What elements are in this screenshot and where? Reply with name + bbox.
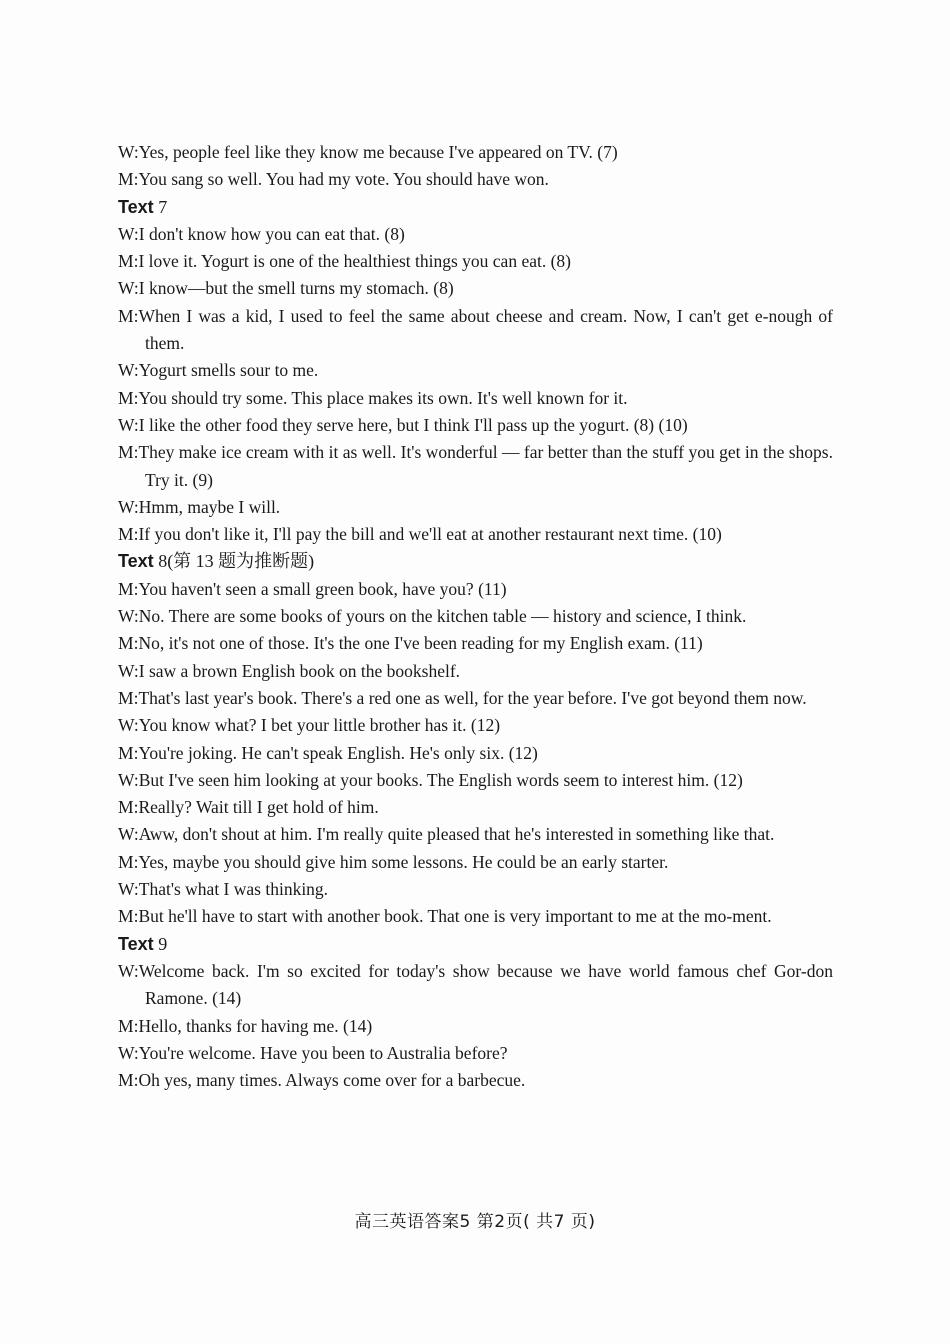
speaker-label: M xyxy=(118,524,134,545)
dialog-line xyxy=(118,248,833,275)
dialog-text: No. There are some books of yours on the kitchen table — history and science, I think. xyxy=(138,606,747,627)
dialog-text: Hmm, maybe I will. xyxy=(138,496,281,517)
dialog-text: You should try some. This place makes its own. It's well known for it. xyxy=(138,387,628,408)
speaker-label: M xyxy=(118,1070,134,1091)
dialog-text: They make ice cream with it as well. It's wonderful — far better than the stuff you get in the shops. Try it. (9) xyxy=(138,442,833,490)
speaker-label: M xyxy=(118,742,134,763)
dialog-text: You sang so well. You had my vote. You should have won. xyxy=(138,169,549,190)
dialog-text: If you don't like it, I'll pay the bill and we'll eat at another restaurant next time. (10) xyxy=(138,524,722,545)
speaker-separator: : xyxy=(133,414,139,435)
dialog-text: But he'll have to start with another book. That one is very important to me at the mo-ment. xyxy=(138,906,772,927)
dialog-line xyxy=(118,712,833,739)
speaker-separator: : xyxy=(133,851,139,872)
page-footer: 高三英语答案5 第2页( 共7 页) xyxy=(354,1212,596,1232)
dialog-text: Yes, people feel like they know me because I've appeared on TV. (7) xyxy=(138,142,618,162)
dialog-line xyxy=(118,958,833,1013)
dialog-text: I love it. Yogurt is one of the healthiest things you can eat. (8) xyxy=(138,251,571,272)
speaker-label: M xyxy=(118,387,134,408)
dialog-line xyxy=(118,849,833,876)
dialog-line xyxy=(118,357,833,384)
speaker-separator: : xyxy=(133,824,139,845)
dialog-line xyxy=(118,412,833,439)
dialog-text: When I was a kid, I used to feel the same about cheese and cream. Now, I can't get e-nough of them. xyxy=(138,305,833,354)
dialog-text: You haven't seen a small green book, have you? (11) xyxy=(138,578,507,599)
speaker-label: M xyxy=(118,797,134,818)
speaker-label: W xyxy=(118,824,134,845)
transcript-body xyxy=(118,139,833,1094)
dialog-line xyxy=(118,1067,833,1094)
dialog-line xyxy=(118,685,833,712)
speaker-separator: : xyxy=(133,1015,139,1036)
dialog-line xyxy=(118,494,833,521)
dialog-line xyxy=(118,821,833,848)
speaker-separator: : xyxy=(133,906,139,927)
dialog-text: Really? Wait till I get hold of him. xyxy=(138,797,379,818)
dialog-line xyxy=(118,139,833,166)
speaker-label: M xyxy=(118,305,134,326)
speaker-label: W xyxy=(118,223,134,244)
dialog-line xyxy=(118,439,833,494)
speaker-label: W xyxy=(118,1042,134,1063)
dialog-text: No, it's not one of those. It's the one I've been reading for my English exam. (11) xyxy=(138,633,703,654)
speaker-label: W xyxy=(118,414,134,435)
section-heading-label: Text xyxy=(118,196,154,217)
dialog-line xyxy=(118,221,833,248)
dialog-text: I don't know how you can eat that. (8) xyxy=(138,223,405,244)
speaker-separator: : xyxy=(133,879,139,900)
speaker-separator: : xyxy=(133,278,139,299)
section-heading-label: Text xyxy=(118,551,154,572)
dialog-text: That's last year's book. There's a red one as well, for the year before. I've got beyond them now. xyxy=(138,687,807,708)
speaker-label: W xyxy=(118,606,134,627)
dialog-line xyxy=(118,903,833,930)
speaker-separator: : xyxy=(133,1042,139,1063)
speaker-separator: : xyxy=(133,360,139,381)
speaker-separator: : xyxy=(133,715,139,736)
dialog-text: Aww, don't shout at him. I'm really quite pleased that he's interested in something like that. xyxy=(138,824,775,845)
speaker-separator: : xyxy=(133,442,139,463)
dialog-text: That's what I was thinking. xyxy=(138,879,329,900)
speaker-label: M xyxy=(118,851,134,872)
dialog-line xyxy=(118,767,833,794)
speaker-separator: : xyxy=(133,660,139,681)
dialog-line xyxy=(118,521,833,548)
section-heading xyxy=(118,194,833,221)
section-heading-label: Text xyxy=(118,933,154,954)
speaker-separator: : xyxy=(133,169,139,190)
speaker-separator: : xyxy=(133,578,139,599)
speaker-label: M xyxy=(118,633,134,654)
speaker-label: W xyxy=(118,769,134,790)
speaker-separator: : xyxy=(133,251,139,272)
dialog-line xyxy=(118,740,833,767)
section-heading xyxy=(118,548,833,575)
speaker-separator: : xyxy=(133,606,139,627)
dialog-text: You're joking. He can't speak English. He's only six. (12) xyxy=(138,742,538,763)
dialog-text: I like the other food they serve here, but I think I'll pass up the yogurt. (8) (10) xyxy=(138,414,688,435)
dialog-line xyxy=(118,658,833,685)
dialog-line xyxy=(118,630,833,657)
speaker-label: M xyxy=(118,442,134,463)
dialog-line xyxy=(118,1013,833,1040)
dialog-line xyxy=(118,1040,833,1067)
speaker-separator: : xyxy=(133,387,139,408)
dialog-line xyxy=(118,576,833,603)
dialog-text: Yes, maybe you should give him some lessons. He could be an early starter. xyxy=(138,851,669,872)
speaker-separator: : xyxy=(133,142,139,162)
speaker-separator: : xyxy=(133,223,139,244)
dialog-line xyxy=(118,794,833,821)
dialog-line xyxy=(118,275,833,302)
section-heading-number: 8(第 13 题为推断题) xyxy=(153,551,315,572)
speaker-separator: : xyxy=(133,305,139,326)
section-heading-number: 7 xyxy=(153,196,168,217)
dialog-text: I saw a brown English book on the bookshelf. xyxy=(138,660,461,681)
speaker-label: W xyxy=(118,715,134,736)
speaker-separator: : xyxy=(133,496,139,517)
dialog-text: Oh yes, many times. Always come over for a barbecue. xyxy=(138,1070,526,1091)
dialog-text: Yogurt smells sour to me. xyxy=(138,360,319,381)
section-heading-number: 9 xyxy=(153,933,168,954)
speaker-label: W xyxy=(118,496,134,517)
speaker-label: M xyxy=(118,906,134,927)
dialog-line xyxy=(118,603,833,630)
speaker-label: W xyxy=(118,360,134,381)
speaker-separator: : xyxy=(133,1070,139,1091)
speaker-label: W xyxy=(118,879,134,900)
dialog-text: You're welcome. Have you been to Australia before? xyxy=(138,1042,508,1063)
speaker-label: W xyxy=(118,660,134,681)
dialog-text: Welcome back. I'm so excited for today's show because we have world famous chef Gor-don Ramone. (14) xyxy=(138,960,833,1009)
speaker-label: M xyxy=(118,251,134,272)
speaker-separator: : xyxy=(133,797,139,818)
speaker-separator: : xyxy=(133,633,139,654)
speaker-separator: : xyxy=(133,960,139,981)
speaker-label: M xyxy=(118,687,134,708)
speaker-separator: : xyxy=(133,742,139,763)
speaker-label: W xyxy=(118,960,134,981)
speaker-label: W xyxy=(118,142,134,162)
speaker-separator: : xyxy=(133,769,139,790)
dialog-line xyxy=(118,303,833,358)
dialog-line xyxy=(118,385,833,412)
speaker-label: M xyxy=(118,1015,134,1036)
speaker-separator: : xyxy=(133,687,139,708)
dialog-text: Hello, thanks for having me. (14) xyxy=(138,1015,373,1036)
dialog-text: But I've seen him looking at your books. The English words seem to interest him. (12) xyxy=(138,769,743,790)
speaker-label: M xyxy=(118,169,134,190)
section-heading xyxy=(118,931,833,958)
speaker-separator: : xyxy=(133,524,139,545)
speaker-label: W xyxy=(118,278,134,299)
speaker-label: M xyxy=(118,578,134,599)
dialog-text: I know—but the smell turns my stomach. (8) xyxy=(138,278,454,299)
dialog-line xyxy=(118,166,833,193)
dialog-line xyxy=(118,876,833,903)
dialog-text: You know what? I bet your little brother has it. (12) xyxy=(138,715,501,736)
